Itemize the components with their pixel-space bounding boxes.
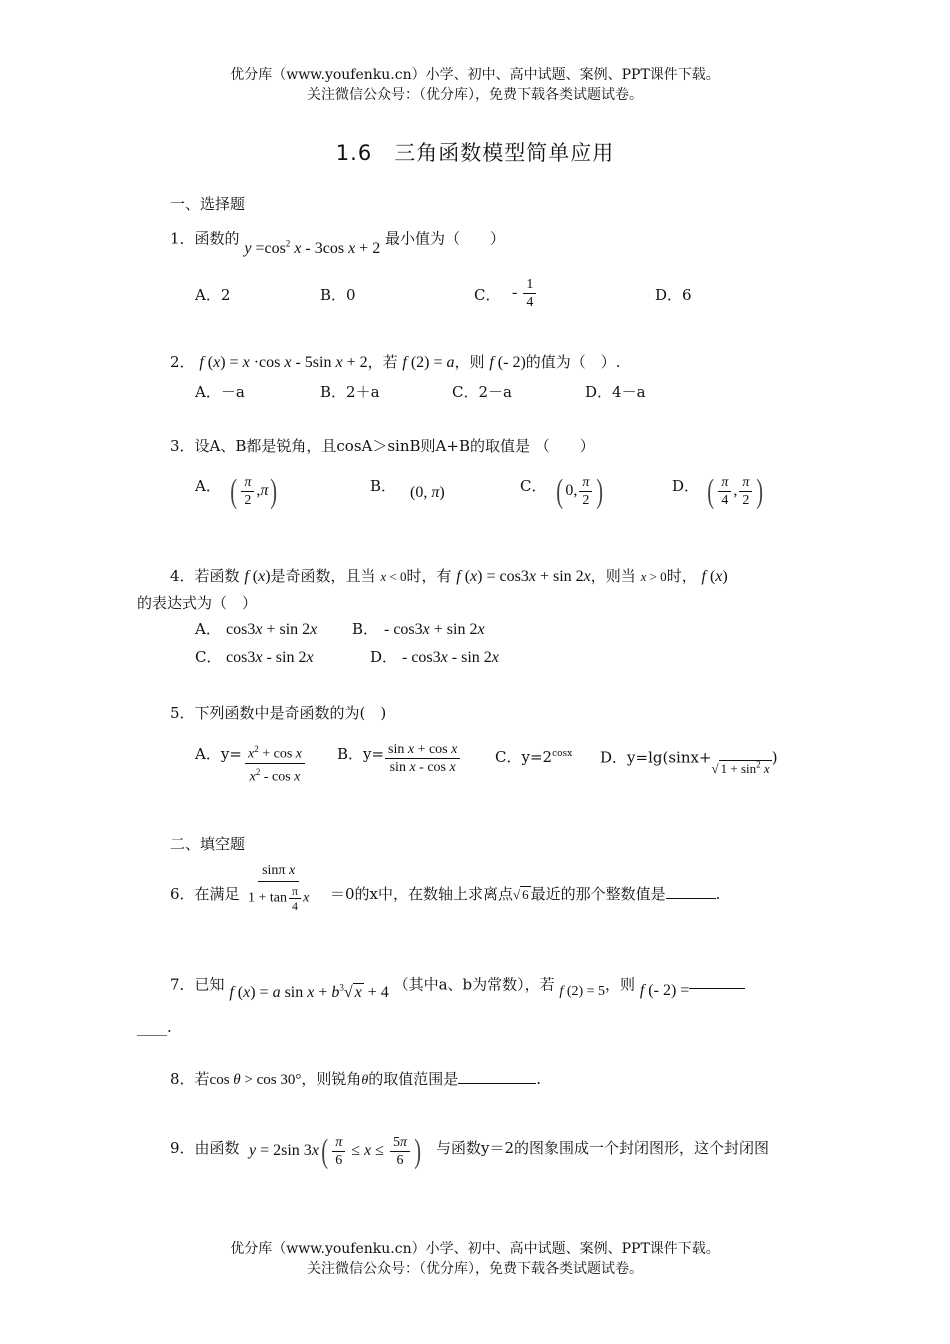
- q1-option-d: D．6: [655, 286, 692, 304]
- q3-option-a-label: A．: [195, 477, 221, 495]
- section-choice-heading: 一、选择题: [170, 195, 246, 213]
- question-6: 6．在满足: [170, 885, 240, 903]
- q5-option-c: C．$y=2^{cosx}$: [495, 748, 573, 766]
- question-2: 2． f (x) = x ·cos x - 5sin x + 2，若 f (2) = a，则 f (- 2)的值为（ ）.: [170, 353, 621, 371]
- q3-option-d-value: ( $\frac{\pi}{4}$ , $\frac{\pi}{2}$ ): [707, 472, 764, 510]
- q1-formula: $y =\cos^2$ x - 3cos x + 2: [244, 239, 381, 258]
- q3-option-c-value: ( 0, $\frac{\pi}{2}$ ): [556, 472, 604, 510]
- q4-option-a-value: cos3x + sin 2x: [226, 621, 318, 638]
- q2-option-a: A．－a: [195, 383, 245, 401]
- q5-option-b-value: $\frac{\text{sin x + cos x}}{\text{sin x - cos x}}$: [383, 741, 462, 776]
- question-4: 4．若函数 f (x)是奇函数，且当 x < 0时，有 f (x) = cos3x + sin 2x，则当 x > 0时， f (x): [170, 567, 728, 585]
- question-8: 8．若cos θ > cos 30°，则锐角θ的取值范围是 .: [170, 1070, 542, 1088]
- q3-option-a-value: ( $\frac{\pi}{2}$ ,π): [230, 472, 278, 510]
- q2-option-b: B．2＋a: [320, 383, 380, 401]
- q1-option-c: C．: [474, 286, 501, 304]
- q1-option-b: B．0: [320, 286, 356, 304]
- q5-option-d: D．y=lg(sinx+√ $1 + \sin^2 x$): [600, 748, 778, 777]
- header-line-1: 优分库（www.youfenku.cn）小学、初中、高中试题、案例、PPT课件下载。: [230, 67, 720, 83]
- q2-option-c: C．2－a: [452, 383, 512, 401]
- question-5: 5．下列函数中是奇函数的为( ): [170, 704, 387, 722]
- q3-option-c-label: C．: [520, 477, 547, 495]
- q4-option-d-label: D．: [370, 648, 398, 666]
- q9-formula: y = 2sin 3x( $\frac{\pi}{6}$ ≤ x ≤ $\frac{5\pi}{6}$ ): [249, 1132, 422, 1170]
- q6-fraction: sinπ x 1 + tan $\frac{\pi}{4}$ x: [243, 860, 314, 913]
- q4-option-b-label: B．: [352, 620, 379, 638]
- page-title: 1.6 三角函数模型简单应用: [335, 141, 615, 165]
- q3-option-d-label: D．: [672, 477, 700, 495]
- footer-line-2: 关注微信公众号：（优分库），免费下载各类试题试卷。: [307, 1261, 643, 1277]
- header-line-2: 关注微信公众号：（优分库），免费下载各类试题试卷。: [307, 87, 643, 103]
- q4-option-a-label: A．: [195, 620, 221, 638]
- q9-rest: 与函数y＝2的图象围成一个封闭图形，这个封闭图: [436, 1139, 770, 1157]
- q5-option-b-label: B．y=: [337, 745, 385, 763]
- q3-option-b-label: B．: [370, 477, 397, 495]
- q5-option-a-label: A．y=: [195, 745, 242, 763]
- question-1: 1．函数的 $y =\cos^2$ x - 3cos x + 2 最小值为（ ）: [170, 229, 505, 258]
- q2-option-d: D．4－a: [585, 383, 646, 401]
- q5-option-a-value: $\frac{x^2 + \cos x}{x^2 - \cos x}$: [243, 741, 307, 785]
- q6-rest: ＝0的x中，在数轴上求离点√ 6 最近的那个整数值是 .: [330, 885, 721, 903]
- q4-option-c-value: cos3x - sin 2x: [226, 649, 314, 666]
- footer-line-1: 优分库（www.youfenku.cn）小学、初中、高中试题、案例、PPT课件下载。: [230, 1241, 720, 1257]
- q4-option-d-value: - cos3x - sin 2x: [402, 649, 499, 666]
- question-9: 9．由函数: [170, 1139, 240, 1157]
- q4-line-2: 的表达式为（ ）: [137, 594, 258, 612]
- section-fill-heading: 二、填空题: [170, 835, 246, 853]
- q1-option-a: A．2: [195, 286, 231, 304]
- q7-continuation: ____.: [137, 1018, 172, 1036]
- q1-option-c-value: - $\frac{1}{4}$: [512, 276, 538, 311]
- q3-option-b-value: (0, π): [410, 484, 445, 501]
- question-3: 3．设A、B都是锐角，且cosA＞sinB则A+B的取值是 （ ）: [170, 437, 595, 455]
- question-7: 7．已知 f (x) = a $\sin x + b^3√$ x + 4 （其中a、b为常数），若 f (2) = 5，则 f (- 2) =: [170, 970, 745, 996]
- q4-option-c-label: C．: [195, 648, 222, 666]
- q4-option-b-value: - cos3x + sin 2x: [384, 621, 485, 638]
